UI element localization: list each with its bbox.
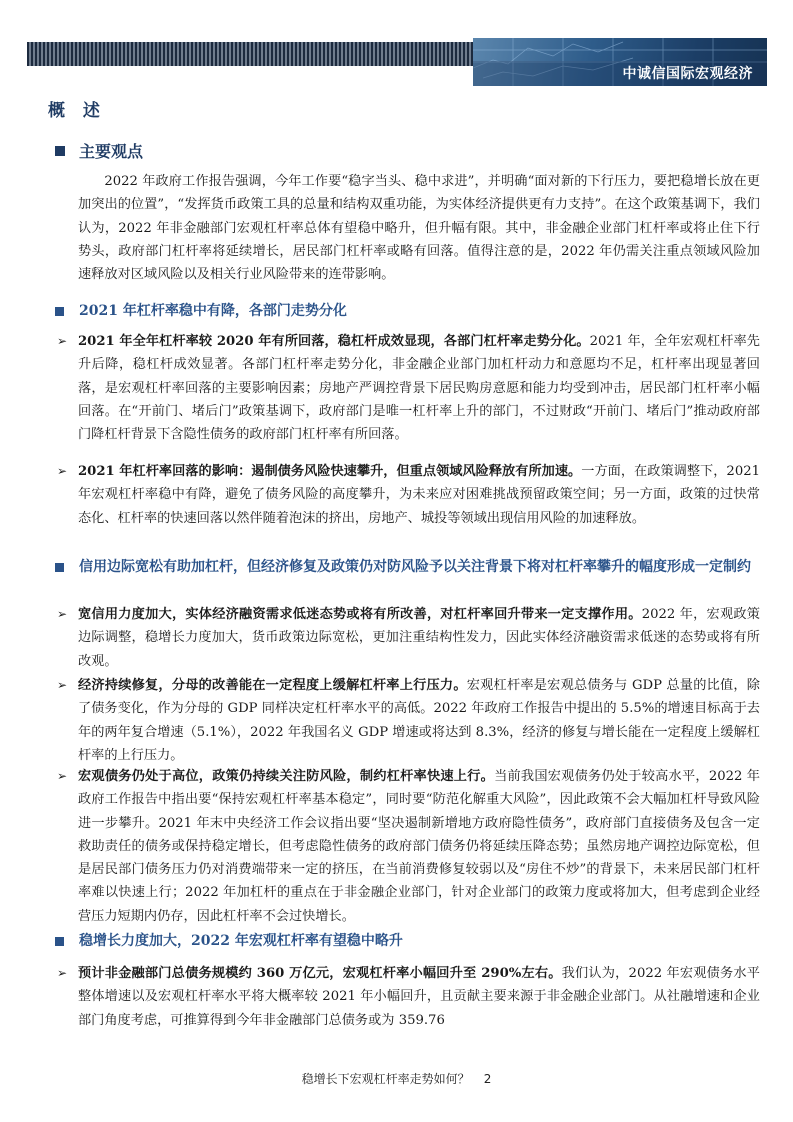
bullet-paragraph (78, 460, 760, 530)
arrow-bullet-icon: ➢ (57, 334, 68, 348)
bullet-lead: 2021 年杠杆率回落的影响：遏制债务风险快速攀升，但重点领域风险释放有所加速。 (78, 464, 582, 479)
bullet-text: 我们认为，2022 年宏观债务水平整体增速以及宏观杠杆率水平将大概率较 2021 年小幅回升，且贡献主要来源于非金融企业部门。从社融增速和企业部门角度考虑，可推算得到今年非金融部门总债务或为 359.76 (78, 966, 760, 1028)
bullet-lead: 宽信用力度加大，实体经济融资需求低迷态势或将有所改善，对杠杆率回升带来一定支撑作用。 (78, 607, 642, 622)
bullet-text: 2022 年，宏观政策边际调整，稳增长力度加大，货币政策边际宽松，更加注重结构性发力，因此实体经济融资需求低迷的态势或将有所改观。 (78, 607, 760, 669)
arrow-bullet-icon: ➢ (57, 678, 68, 692)
section-heading-text: 信用边际宽松有助加杠杆，但经济修复及政策仍对防风险予以关注背景下将对杠杆率攀升的幅度形成一定制约 (79, 559, 751, 575)
brand-title: 中诚信国际宏观经济 (622, 66, 753, 82)
bullet-text: 2021 年，全年宏观杠杆率先升后降，稳杠杆成效显著。各部门杠杆率走势分化，非金融企业部门加杠杆动力和意愿均不足，杠杆率出现显著回落，是宏观杠杆率回落的主要影响因素；房地产严调控背景下居民购房意愿和能力均受到冲击，居民部门杠杆率小幅回落。在“开前门、堵后门”政策基调下，政府部门是唯一杠杆率上升的部门，不过财政“开前门、堵后门”推动政府部门降杠杆背景下含隐性债务的政府部门杠杆率有所回落。 (78, 334, 760, 443)
page-footer (0, 1070, 793, 1087)
arrow-bullet-icon: ➢ (57, 607, 68, 621)
arrow-bullet-icon: ➢ (57, 769, 68, 783)
arrow-bullet-icon: ➢ (57, 966, 68, 980)
bullet-text: 宏观杠杆率是宏观总债务与 GDP 总量的比值，除了债务变化，作为分母的 GDP 同样决定杠杆率水平的高低。2022 年政府工作报告中提出的 5.5%的增速目标高于去年的两年复合增速（5.1%），2022 年我国名义 GDP 增速或将达到 8.3%，经济的修复与增长能在一定程度上缓解杠杆率的上行压力。 (78, 678, 760, 763)
bullet-paragraph (78, 330, 760, 446)
main-heading (55, 139, 143, 162)
page-number: 2 (483, 1072, 492, 1086)
bullet-paragraph (78, 765, 760, 928)
header-banner (473, 38, 767, 86)
section-heading-2 (55, 556, 759, 579)
section-heading-3 (55, 930, 759, 953)
intro-paragraph: 2022 年政府工作报告强调，今年工作要“稳字当头、稳中求进”，并明确“面对新的下行压力，要把稳增长放在更加突出的位置”，“发挥货币政策工具的总量和结构双重功能，为实体经济提供更有力支持”。在这个政策基调下，我们认为，2022 年非金融部门宏观杠杆率总体有望稳中略升，但升幅有限。其中，非金融企业部门杠杆率或将止住下行势头，政府部门杠杆率将延续增长，居民部门杠杆率或略有回落。值得注意的是，2022 年仍需关注重点领域风险加速释放对区域风险以及相关行业风险带来的连带影响。 (78, 174, 760, 283)
bullet-lead: 宏观债务仍处于高位，政策仍持续关注防风险，制约杠杆率快速上行。 (78, 769, 495, 784)
bullet-lead: 经济持续修复，分母的改善能在一定程度上缓解杠杆率上行压力。 (78, 678, 467, 693)
bullet-paragraph (78, 962, 760, 1032)
bullet-paragraph (78, 603, 760, 673)
square-bullet-icon (55, 937, 64, 946)
square-bullet-icon (55, 563, 64, 572)
arrow-bullet-icon: ➢ (57, 464, 68, 478)
section-heading-text: 稳增长力度加大，2022 年宏观杠杆率有望稳中略升 (79, 933, 403, 949)
header-stripe-bar (27, 42, 473, 66)
square-bullet-icon (55, 307, 64, 316)
main-heading-text: 主要观点 (79, 142, 144, 161)
bullet-text: 当前我国宏观债务仍处于较高水平，2022 年政府工作报告中指出要“保持宏观杠杆率基本稳定”，同时要“防范化解重大风险”，因此政策不会大幅加杠杆导致风险进一步攀升。2021 年末中央经济工作会议指出要“坚决遏制新增地方政府隐性债务”，政府部门直接债务及包含一定救助责任的债务或保持稳定增长，但考虑隐性债务的政府部门债务仍将延续压降态势；虽然房地产调控边际宽松，但是居民部门债务压力仍对消费端带来一定的挤压，在当前消费修复较弱以及“房住不炒”的背景下，未来居民部门杠杆率难以快速上行；2022 年加杠杆的重点在于非金融企业部门，针对企业部门的政策力度或将加大，但考虑到企业经营压力短期内仍存，因此杠杆率不会过快增长。 (78, 769, 760, 924)
bullet-lead: 2021 年全年杠杆率较 2020 年有所回落，稳杠杆成效显现，各部门杠杆率走势分化。 (78, 334, 590, 349)
bullet-text: 一方面，在政策调整下，2021 年宏观杠杆率稳中有降，避免了债务风险的高度攀升，为未来应对困难挑战预留政策空间；另一方面，政策的过快常态化、杠杆率的快速回落以然伴随着泡沫的挤出，房地产、城投等领域出现信用风险的加速释放。 (78, 464, 760, 526)
section-heading-1 (55, 300, 759, 323)
bullet-lead: 预计非金融部门总债务规模约 360 万亿元，宏观杠杆率小幅回升至 290%左右。 (78, 966, 562, 981)
overview-title: 概 述 (48, 101, 106, 121)
bullet-paragraph (78, 674, 760, 767)
footer-title: 稳增长下宏观杠杆率走势如何？ (301, 1072, 470, 1086)
square-bullet-icon (55, 146, 65, 156)
section-heading-text: 2021 年杠杆率稳中有降，各部门走势分化 (79, 303, 347, 319)
